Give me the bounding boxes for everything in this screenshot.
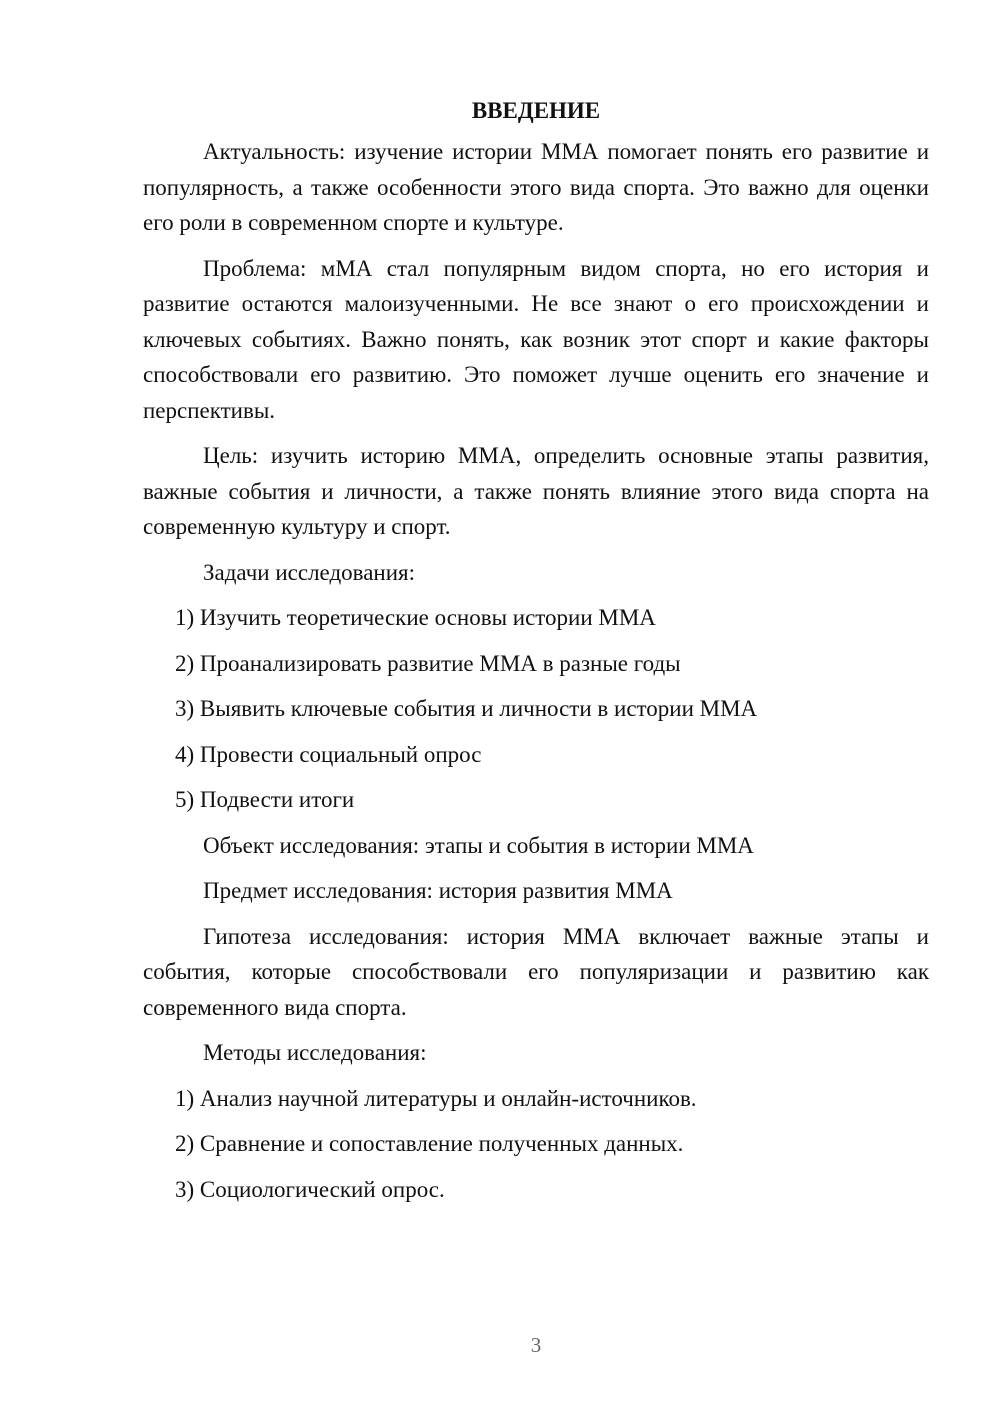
hypothesis-paragraph: Гипотеза исследования: история ММА включает важные этапы и события, которые способствовали его популяризации и развитию как современного вида спорта. (143, 923, 929, 1020)
methods-list (143, 1081, 929, 1208)
method-item: 1) Анализ научной литературы и онлайн-источников. (175, 1085, 697, 1111)
task-item: 2) Проанализировать развитие ММА в разные годы (175, 650, 681, 676)
tasks-list (143, 600, 929, 818)
research-object: Объект исследования: этапы и события в истории ММА (203, 832, 754, 858)
methods-heading: Методы исследования: (203, 1040, 427, 1065)
page-content (143, 93, 929, 1217)
method-item: 2) Сравнение и сопоставление полученных данных. (175, 1131, 684, 1156)
task-item: 5) Подвести итоги (175, 787, 355, 812)
tasks-heading: Задачи исследования: (203, 559, 416, 585)
page-number: 3 (530, 1333, 542, 1357)
method-item: 3) Социологический опрос. (175, 1176, 445, 1202)
task-item: 3) Выявить ключевые события и личности в истории ММА (175, 696, 758, 721)
task-item: 4) Провести социальный опрос (175, 741, 482, 767)
task-item: 1) Изучить теоретические основы истории ММА (175, 605, 656, 630)
goal-paragraph: Цель: изучить историю ММА, определить основные этапы развития, важные события и личности, а также понять влияние этого вида спорта на современную культуру и спорт. (143, 443, 929, 539)
page-title: ВВЕДЕНИЕ (471, 98, 601, 123)
relevance-paragraph: Актуальность: изучение истории ММА помогает понять его развитие и популярность, а также особенности этого вида спорта. Это важно для оценки его роли в современном спорте и культуре. (143, 139, 929, 235)
problem-paragraph: Проблема: мМА стал популярным видом спорта, но его история и развитие остаются малоизученными. Не все знают о его происхождении и ключевых событиях. Важно понять, как возник этот спорт и какие факторы способствовали его развитию. Это поможет лучше оценить его значение и перспективы. (143, 255, 929, 423)
research-subject: Предмет исследования: история развития ММА (203, 878, 673, 903)
